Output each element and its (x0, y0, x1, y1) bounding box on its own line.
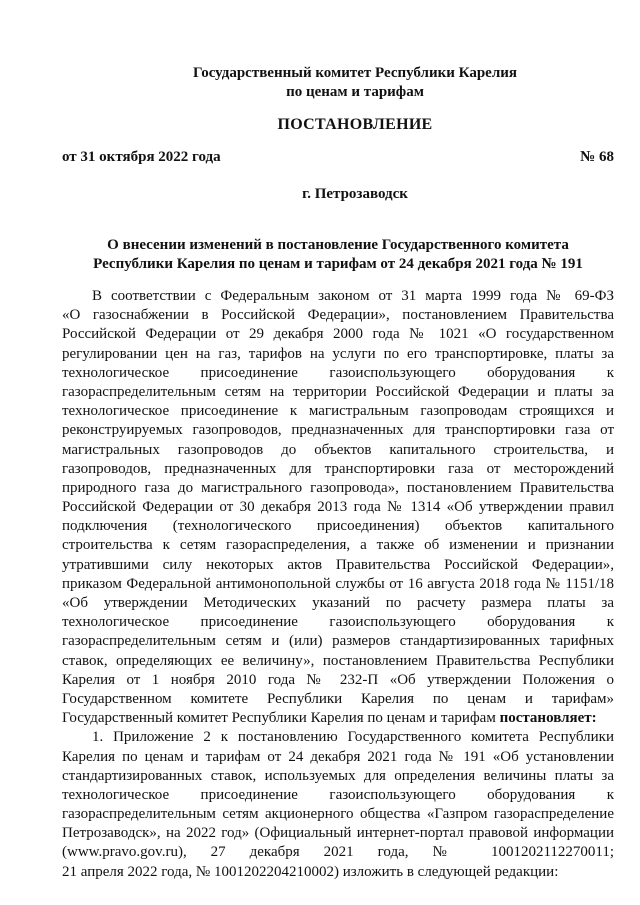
body-line: Карелия от 1 ноября 2010 года № 232-П «Об утверждении Положения о (62, 671, 614, 688)
body-line: регулировании цен на газ, тарифов на услуги по его транспортировке, платы за (62, 345, 614, 362)
body-line: реконструируемых газопроводов, предназначенных для транспортировки газа от (62, 422, 614, 439)
body-line: 21 апреля 2022 года, № 1001202204210002) изложить в следующей редакции: (62, 863, 559, 880)
body-line: технологическое присоединение газоиспользующего оборудования к (62, 364, 614, 381)
body-line: Российской Федерации от 30 декабря 2013 года № 1314 «Об утверждении правил (62, 499, 614, 516)
body-line: Карелия по ценам и тарифам от 24 декабря 2021 года № 191 «Об установлении (62, 748, 614, 765)
document-number: № 68 (580, 149, 614, 165)
body-line: «Об утверждении Методических указаний по расчету размера платы за (62, 595, 614, 611)
resolution-text: Государственный комитет Республики Карелия по ценам и тарифам (62, 710, 500, 727)
body-line: Петрозаводск», на 2022 год» (Официальный интернет-портал правовой информации (62, 825, 614, 842)
body-line: подключения (технологического присоединения) объектов капитального (62, 518, 614, 535)
resolves-keyword: постановляет: (499, 710, 597, 727)
document-type: ПОСТАНОВЛЕНИЕ (277, 116, 433, 133)
body-line: технологическое присоединение к магистральным газопроводам строящихся и (62, 403, 614, 420)
body-line: 1. Приложение 2 к постановлению Государственного комитета Республики (92, 729, 614, 746)
body-line: газопроводов, предназначенных для транспортировки газа от месторождений (62, 460, 614, 477)
body-line: утратившими силу некоторых актов Правительства Российской Федерации», (62, 556, 614, 573)
body-line: газораспределительным сетям на территории Российской Федерации и платы за (62, 383, 614, 400)
body-line: природного газа до магистрального газопровода», постановлением Правительства (62, 479, 614, 496)
body-line: «О газоснабжении в Российской Федерации», постановлением Правительства (62, 307, 614, 324)
document-body (62, 287, 614, 882)
document-city: г. Петрозаводск (302, 186, 408, 202)
body-line: газораспределительным сетям акционерного общества «Газпром газораспределение (62, 806, 614, 823)
body-line: магистральных газопроводов до объектов капитального строительства, и (62, 441, 614, 458)
body-line: технологическое присоединение газоиспользующего оборудования к (62, 786, 614, 803)
body-line-resolution (62, 709, 614, 728)
document-title (62, 236, 614, 274)
body-line: Государственном комитете Республики Карелия по ценам и тарифам» (62, 690, 614, 707)
body-line: стандартизированных ставок, используемых для определения величины платы за (62, 767, 614, 784)
body-line: газораспределительным сетям и (или) размеров стандартизированных тарифных (62, 633, 614, 650)
issuing-authority (0, 64, 640, 102)
body-line: ставок, определяющих ее величину», постановлением Правительства Республики (62, 652, 614, 669)
body-line: (www.pravo.gov.ru), 27 декабря 2021 года, № 1001202112270011; (62, 844, 614, 861)
body-line: В соответствии с Федеральным законом от 31 марта 1999 года № 69-ФЗ (92, 288, 614, 304)
title-line-2: Республики Карелия по ценам и тарифам от 24 декабря 2021 года № 191 (93, 256, 583, 272)
body-line: строительства к сетям газораспределения, а также об изменении и признании (62, 537, 614, 554)
title-line-1: О внесении изменений в постановление Государственного комитета (107, 237, 569, 253)
body-line: приказом Федеральной антимонопольной службы от 16 августа 2018 года № 1151/18 (62, 575, 614, 592)
document-date: от 31 октября 2022 года (62, 149, 221, 165)
authority-line-2: по ценам и тарифам (286, 84, 424, 100)
body-line: технологическое присоединение газоиспользующего оборудования к (62, 614, 614, 631)
body-line: Российской Федерации от 29 декабря 2000 года № 1021 «О государственном (62, 326, 614, 343)
authority-line-1: Государственный комитет Республики Карелия (193, 65, 517, 81)
